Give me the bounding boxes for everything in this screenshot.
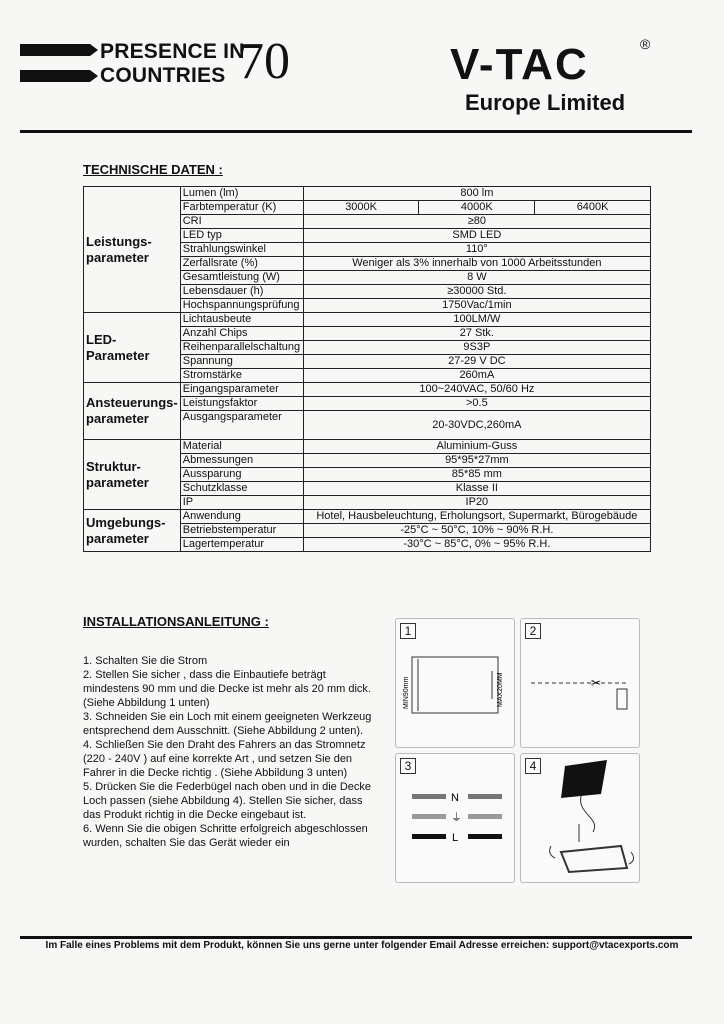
step-3: 3. Schneiden Sie ein Loch mit einem geeigneten Werkzeug entsprechend dem Ausschnitt. (Siehe Abbildung 2 unten). (83, 711, 372, 737)
row-value: 27-29 V DC (303, 355, 650, 369)
row-label: Material (180, 440, 303, 454)
group-label: Struktur-parameter (84, 440, 181, 510)
scissors-icon: ✂ (591, 676, 602, 690)
figure-2-drawing (521, 619, 639, 747)
row-value: >0.5 (303, 397, 650, 411)
row-value: 20-30VDC,260mA (303, 411, 650, 440)
row-value: 4000K (419, 201, 535, 215)
header-divider (20, 130, 692, 133)
figure-number: 1 (400, 623, 416, 639)
figure-1-drawing (396, 619, 514, 747)
table-row (84, 313, 651, 327)
max20-label: MAX20MM (497, 672, 504, 707)
step-4: 4. Schließen Sie den Draht des Fahrers an das Stromnetz (220 - 240V ) auf eine korrekte Art , und setzen Sie den Fahrer in die Decke richtig . (Siehe Abbildung 3 unten) (83, 739, 366, 779)
row-label: Ausgangsparameter (180, 411, 303, 440)
row-value: Weniger als 3% innerhalb von 1000 Arbeitsstunden (303, 257, 650, 271)
tech-data-title: TECHNISCHE DATEN : (83, 162, 223, 177)
row-value: 6400K (535, 201, 651, 215)
figure-number: 4 (525, 758, 541, 774)
group-label: Leistungs-parameter (84, 187, 181, 313)
row-value: -25°C ~ 50°C, 10% ~ 90% R.H. (303, 524, 650, 538)
registered-mark: ® (640, 36, 651, 52)
wire-n-label: N (451, 792, 459, 804)
footer-divider (20, 936, 692, 939)
row-label: Anwendung (180, 510, 303, 524)
table-row (84, 383, 651, 397)
row-value: ≥30000 Std. (303, 285, 650, 299)
presence-arrow-top (90, 44, 98, 56)
row-label: Eingangsparameter (180, 383, 303, 397)
row-label: Leistungsfaktor (180, 397, 303, 411)
row-value: 95*95*27mm (303, 454, 650, 468)
row-label: Hochspannungsprüfung (180, 299, 303, 313)
spec-table (83, 186, 651, 552)
figure-number: 3 (400, 758, 416, 774)
row-value: Klasse II (303, 482, 650, 496)
group-label: Ansteuerungs-parameter (84, 383, 181, 440)
row-label: Zerfallsrate (%) (180, 257, 303, 271)
table-row (84, 510, 651, 524)
install-steps (83, 654, 383, 850)
presence-text (100, 40, 245, 88)
row-label: Spannung (180, 355, 303, 369)
row-label: Farbtemperatur (K) (180, 201, 303, 215)
figure-3-drawing (396, 754, 514, 882)
row-value: IP20 (303, 496, 650, 510)
row-value: 3000K (303, 201, 419, 215)
header (0, 0, 724, 140)
wire-l-label: L (452, 832, 459, 844)
row-label: Gesamtleistung (W) (180, 271, 303, 285)
footer-text: Im Falle eines Problems mit dem Produkt, können Sie uns gerne unter folgender Email Adresse erreichen: support@vtacexports.com (45, 940, 679, 951)
presence-line1: PRESENCE IN (100, 40, 245, 63)
row-label: Lagertemperatur (180, 538, 303, 552)
row-label: Anzahl Chips (180, 327, 303, 341)
row-label: Lumen (lm) (180, 187, 303, 201)
row-value: 9S3P (303, 341, 650, 355)
figure-2 (520, 618, 640, 748)
install-title: INSTALLATIONSANLEITUNG : (83, 614, 269, 629)
table-row (84, 440, 651, 454)
brand-logo: V-TAC (450, 40, 589, 89)
figure-number: 2 (525, 623, 541, 639)
step-2: 2. Stellen Sie sicher , dass die Einbautiefe beträgt mindestens 90 mm und die Decke ist mehr als 20 mm dick. (Siehe Abbildung 1 unten) (83, 669, 371, 709)
row-label: LED typ (180, 229, 303, 243)
row-label: Aussparung (180, 468, 303, 482)
row-value: 27 Stk. (303, 327, 650, 341)
brand-subtitle: Europe Limited (465, 90, 626, 115)
row-label: Reihenparallelschaltung (180, 341, 303, 355)
presence-arrow-bottom (90, 70, 98, 82)
step-1: 1. Schalten Sie die Strom (83, 655, 208, 667)
row-value: 800 lm (303, 187, 650, 201)
row-label: Stromstärke (180, 369, 303, 383)
step-5: 5. Drücken Sie die Federbügel nach oben und in die Decke Loch passen (siehe Abbildung 4). Stellen Sie sicher, dass das Produkt richtig in die Decke eingebaut ist. (83, 781, 372, 821)
row-value: 100LM/W (303, 313, 650, 327)
row-value: 8 W (303, 271, 650, 285)
table-row (84, 187, 651, 201)
row-label: Abmessungen (180, 454, 303, 468)
presence-bar-bottom (20, 70, 90, 82)
presence-bar-top (20, 44, 90, 56)
ground-icon: ⏚ (451, 811, 462, 824)
row-value: ≥80 (303, 215, 650, 229)
figure-4 (520, 753, 640, 883)
row-label: Betriebstemperatur (180, 524, 303, 538)
row-label: Schutzklasse (180, 482, 303, 496)
figure-1 (395, 618, 515, 748)
min90-label: MIN90mm (403, 676, 410, 709)
row-label: IP (180, 496, 303, 510)
row-value: 100~240VAC, 50/60 Hz (303, 383, 650, 397)
row-label: Lebensdauer (h) (180, 285, 303, 299)
row-value: 110° (303, 243, 650, 257)
row-value: SMD LED (303, 229, 650, 243)
presence-line2: COUNTRIES (100, 64, 226, 87)
step-6: 6. Wenn Sie die obigen Schritte erfolgreich abgeschlossen wurden, schalten Sie das Gerät wieder ein (83, 823, 368, 849)
row-label: CRI (180, 215, 303, 229)
row-value: 85*85 mm (303, 468, 650, 482)
group-label: Umgebungs-parameter (84, 510, 181, 552)
row-value: 260mA (303, 369, 650, 383)
row-value: Hotel, Hausbeleuchtung, Erholungsort, Supermarkt, Bürogebäude (303, 510, 650, 524)
presence-number: 70 (238, 33, 290, 90)
row-label: Lichtausbeute (180, 313, 303, 327)
figure-3 (395, 753, 515, 883)
figure-4-drawing (521, 754, 639, 882)
row-value: Aluminium-Guss (303, 440, 650, 454)
row-value: -30°C ~ 85°C, 0% ~ 95% R.H. (303, 538, 650, 552)
row-label: Strahlungswinkel (180, 243, 303, 257)
group-label: LED-Parameter (84, 313, 181, 383)
row-value: 1750Vac/1min (303, 299, 650, 313)
